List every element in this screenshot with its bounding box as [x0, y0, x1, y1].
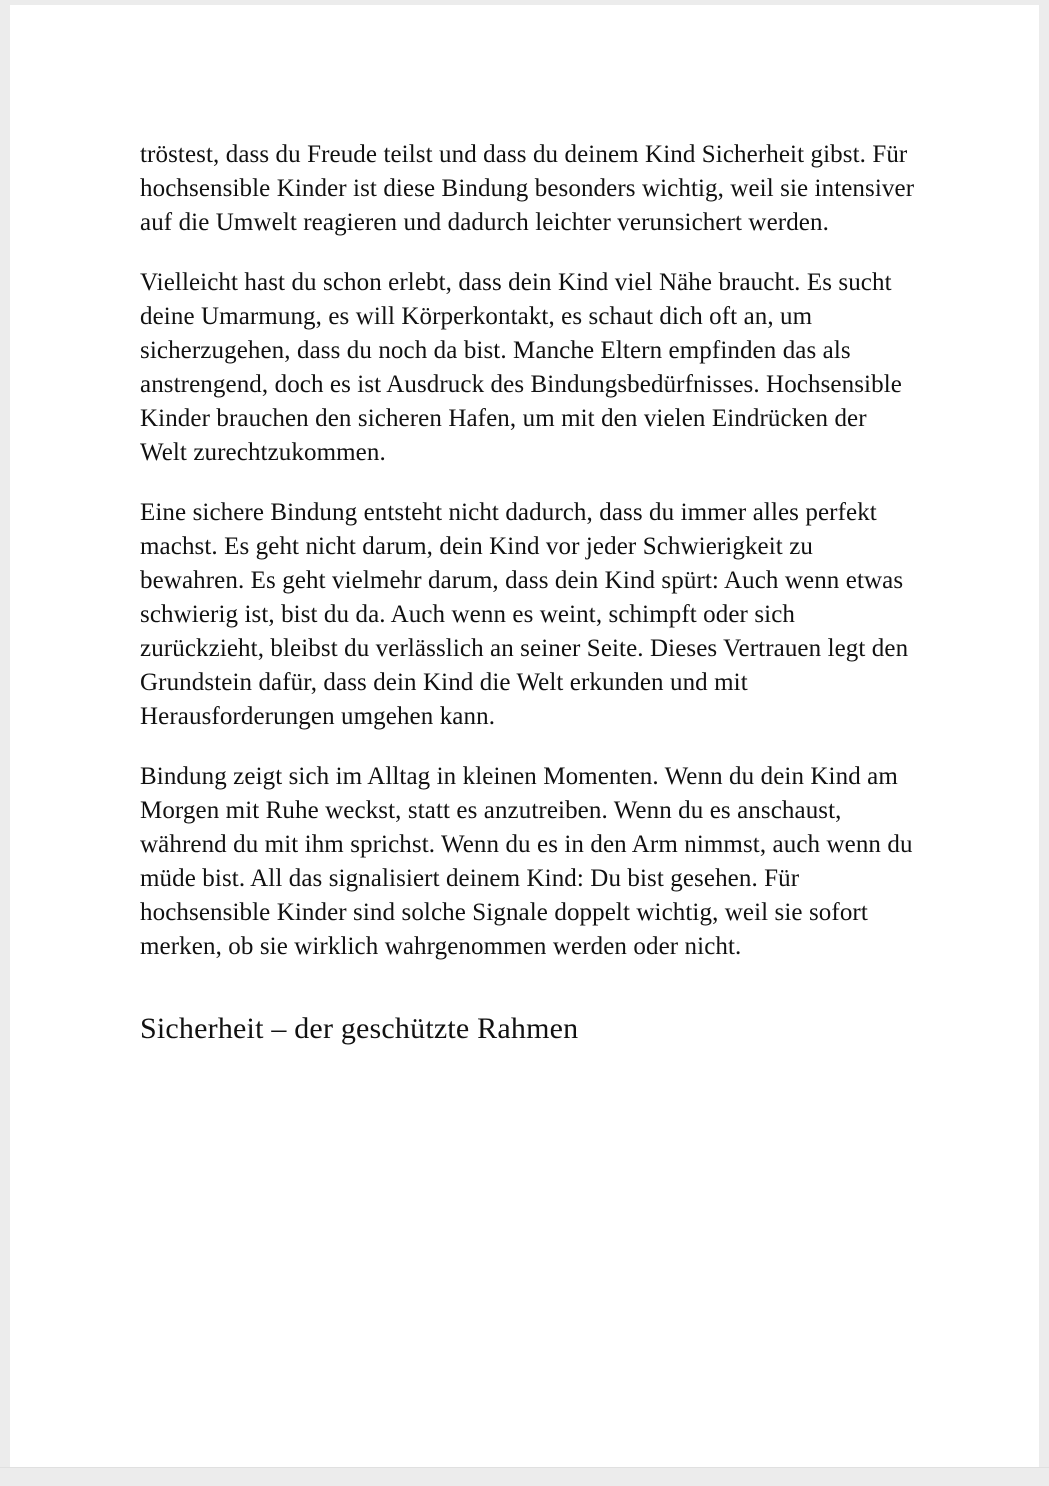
body-paragraph: Bindung zeigt sich im Alltag in kleinen Momenten. Wenn du dein Kind am Morgen mit Ruhe weckst, statt es anzutreiben. Wenn du es anschaust, während du mit ihm sprichst. Wenn du es in den Arm nimmst, auch wenn du müde bist. All das signalisiert deinem Kind: Du bist gesehen. Für hochsensible Kinder sind solche Signale doppelt wichtig, weil sie sofort merken, ob sie wirklich wahrgenommen werden oder nicht.: [140, 763, 913, 960]
section-heading: Sicherheit – der geschützte Rahmen: [140, 1012, 579, 1045]
body-paragraph: Vielleicht hast du schon erlebt, dass dein Kind viel Nähe braucht. Es sucht deine Umarmung, es will Körperkontakt, es schaut dich oft an, um sicherzugehen, dass du noch da bist. Manche Eltern empfinden das als anstrengend, doch es ist Ausdruck des Bindungsbedürfnisses. Hochsensible Kinder brauchen den sicheren Hafen, um mit den vielen Eindrücken der Welt zurechtzukommen.: [140, 269, 902, 466]
document-page: [10, 5, 1039, 1468]
body-paragraph: Eine sichere Bindung entsteht nicht dadurch, dass du immer alles perfekt machst. Es geht nicht darum, dein Kind vor jeder Schwierigkeit zu bewahren. Es geht vielmehr darum, dass dein Kind spürt: Auch wenn etwas schwierig ist, bist du da. Auch wenn es weint, schimpft oder sich zurückzieht, bleibst du verlässlich an seiner Seite. Dieses Vertrauen legt den Grundstein dafür, dass dein Kind die Welt erkunden und mit Herausforderungen umgehen kann.: [140, 499, 909, 730]
body-paragraph: tröstest, dass du Freude teilst und dass du deinem Kind Sicherheit gibst. Für hochsensible Kinder ist diese Bindung besonders wichtig, weil sie intensiver auf die Umwelt reagieren und dadurch leichter verunsichert werden.: [140, 141, 915, 236]
viewer-bottom-strip: [0, 1467, 1049, 1486]
document-body: [140, 138, 917, 964]
